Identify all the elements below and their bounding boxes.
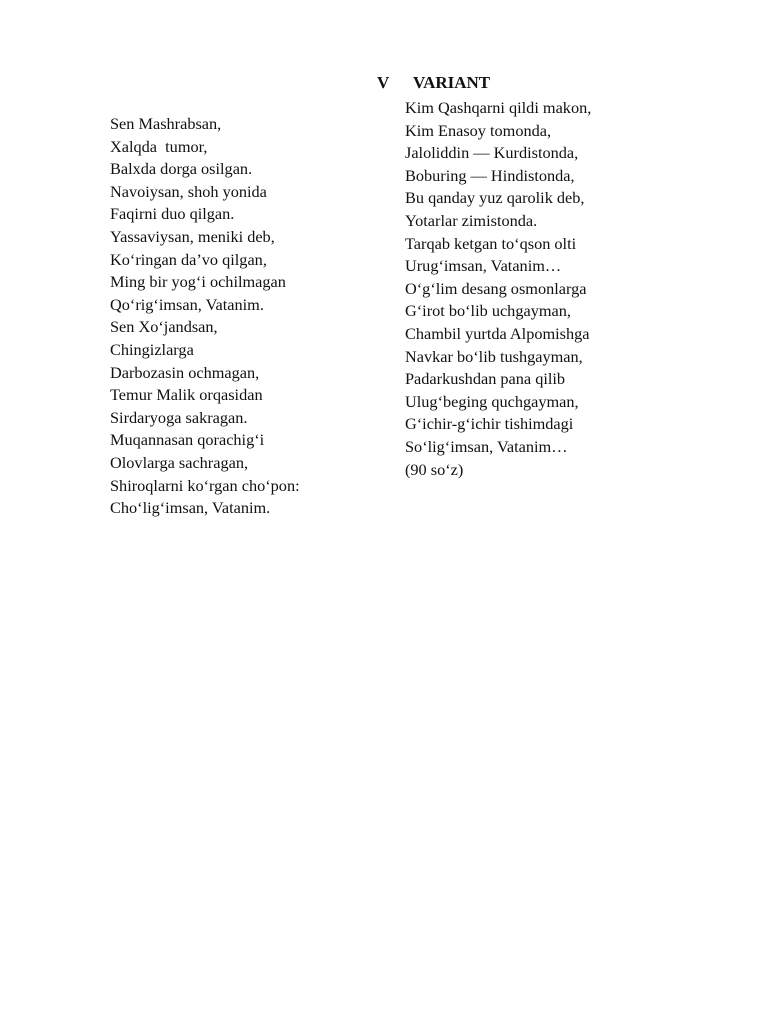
poem-line: Navkar bo‘lib tushgayman, [405, 346, 583, 366]
poem-line: G‘ichir-g‘ichir tishimdagi [405, 414, 574, 434]
poem-line: Jaloliddin — Kurdistonda, [405, 143, 579, 163]
poem-line: Shiroqlarni ko‘rgan cho‘pon: [110, 475, 300, 495]
poem-line: Boburing — Hindistonda, [405, 165, 575, 185]
poem-line: Cho‘lig‘imsan, Vatanim. [110, 498, 271, 518]
poem-line: Ulug‘beging quchgayman, [405, 391, 579, 411]
poem-line: Navoiysan, shoh yonida [110, 181, 267, 201]
poem-line: Kim Qashqarni qildi makon, [405, 98, 592, 117]
poem-line: Bu qanday yuz qarolik deb, [405, 188, 585, 208]
poem-right-column [405, 97, 591, 481]
poem-line: Sen Mashrabsan, [110, 114, 222, 133]
poem-line: Balxda dorga osilgan. [110, 159, 253, 179]
poem-left-column [110, 113, 300, 520]
poem-line: Yotarlar zimistonda. [405, 210, 538, 230]
poem-line: Ming bir yog‘i ochilmagan [110, 272, 286, 292]
poem-line: Kim Enasoy tomonda, [405, 120, 552, 140]
poem-line: Yassaviysan, meniki deb, [110, 226, 275, 246]
poem-line: Olovlarga sachragan, [110, 452, 249, 472]
poem-line: Chambil yurtda Alpomishga [405, 323, 590, 343]
poem-line: Tarqab ketgan to‘qson olti [405, 233, 577, 253]
poem-line: O‘g‘lim desang osmonlarga [405, 278, 587, 298]
poem-line: Muqannasan qorachig‘i [110, 430, 265, 450]
poem-line: Sirdaryoga sakragan. [110, 407, 248, 427]
poem-line: Qo‘rig‘imsan, Vatanim. [110, 294, 264, 314]
poem-line: Darbozasin ochmagan, [110, 362, 260, 382]
variant-title: VARIANT [413, 73, 491, 92]
variant-heading [377, 72, 490, 94]
poem-line: Urug‘imsan, Vatanim… [405, 256, 562, 276]
poem-line: So‘lig‘imsan, Vatanim… [405, 436, 568, 456]
poem-line: Sen Xo‘jandsan, [110, 317, 218, 337]
poem-line: Chingizlarga [110, 339, 194, 359]
poem-line: (90 so‘z) [405, 459, 464, 479]
variant-numeral: V [377, 73, 390, 92]
poem-line: G‘irot bo‘lib uchgayman, [405, 301, 571, 321]
poem-line: Faqirni duo qilgan. [110, 204, 235, 224]
poem-line: Xalqda tumor, [110, 136, 208, 156]
poem-line: Ko‘ringan da’vo qilgan, [110, 249, 267, 269]
poem-line: Padarkushdan pana qilib [405, 369, 566, 389]
poem-line: Temur Malik orqasidan [110, 385, 263, 405]
